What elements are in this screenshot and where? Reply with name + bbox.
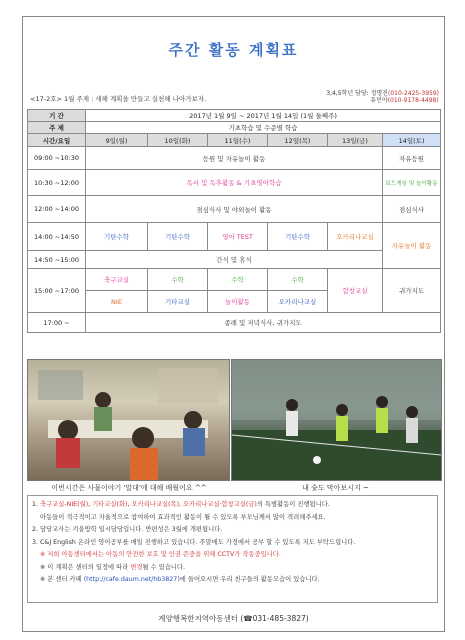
row-activity: 독서 및 독후활동 & 기초영어학습 [86,170,383,196]
row-activity: 합창교실 [328,269,383,313]
period-label: 기 간 [28,110,86,122]
day-header: 12일(목) [268,134,328,147]
row-activity: 종례 및 저녁식사, 귀가지도 [86,313,441,333]
schedule-row [28,196,441,223]
notice-line [32,512,433,525]
row-activity: 점심식사 및 야외놀이 활동 [86,196,383,223]
row-activity: 등원 및 자유놀이 활동 [86,147,383,170]
notice-text: 될 수 있습니다. [142,563,185,571]
schedule-row [28,251,441,269]
contact-label: 3,4,5학년 담당: [326,90,369,97]
notice-text: 오카리나교실·합창교실(금) [183,501,257,508]
day-header: 9일(월) [86,134,148,147]
notice-text: C&J English 온라인 영어공부를 매일 진행하고 있습니다. 주말에도 가정에서 공부 할 수 있도록 지도 부탁드립니다. [40,538,356,546]
notice-line [32,499,433,512]
schedule-row [28,170,441,196]
schedule-row [28,223,441,251]
notice-line [32,562,433,575]
row-time: 10:30 ~12:00 [28,170,86,196]
notice-text: (http://cafe.daum.net/hb3827) [83,576,180,583]
row-time: 17:00 ~ [28,313,86,333]
saturday-activity: 귀가지도 [383,269,441,313]
soccer-photo [231,359,442,481]
page-title: 주간 활동 계획표 [168,41,299,59]
notice-line [32,549,433,562]
week-theme: <17-2호> 1월 주제 : 새해 계획을 만들고 실천해 나아가보자. [30,95,207,103]
notice-text: 오카리나교실(목) [131,501,180,508]
period-row [28,110,441,122]
notice-number: 1. [32,501,41,508]
classroom-photo [27,359,230,481]
row-activity: 기탄수학 [86,223,148,251]
notice-text: 의 특별활동이 진행됩니다. [256,501,330,508]
day-header: 11일(수) [208,134,268,147]
row-activity: 간식 및 휴식 [86,251,383,269]
contact-name-2: 유민아 [370,97,388,104]
row-activity: 수학 [148,269,208,291]
row-activity: NIE [86,291,148,313]
theme-row [28,122,441,134]
day-header: 13일(금) [328,134,383,147]
day-header-row [28,134,441,147]
row-activity: 수학 [208,269,268,291]
notice-text: 기타교실(화) [92,501,128,508]
row-time: 14:00 ~14:50 [28,223,86,251]
notice-text: , [88,501,93,508]
contact-info [326,90,439,104]
row-activity: 기타교실 [148,291,208,313]
notice-text: 축구교실-NIE(월) [40,501,89,508]
day-header: 10일(화) [148,134,208,147]
notice-number: 3. [32,538,41,546]
notice-text: , [179,501,184,508]
row-activity: 놀이활동 [208,291,268,313]
row-activity: 기탄수학 [148,223,208,251]
notice-text: , [127,501,132,508]
saturday-activity: 자유놀이 활동 [383,223,441,269]
notice-text: ※ 본 센터 카페 [40,576,84,583]
schedule-table [27,109,441,333]
contact-name-1: 정명진 [370,90,388,97]
schedule-row [28,147,441,170]
saturday-activity: 점심식사 [383,196,441,223]
row-activity: 수학 [268,269,328,291]
notice-number: 2. [32,526,41,533]
row-activity: 오카리나교실 [328,223,383,251]
row-activity: 기탄수학 [268,223,328,251]
notice-line [32,537,433,550]
notice-text: 아동들이 적극적이고 자율적으로 참여하여 효과적인 활동이 될 수 있도록 부모님께서 많이 격려해주세요. [40,513,326,521]
row-activity: 축구교실 [86,269,148,291]
row-activity: 오카리나교실 [268,291,328,313]
contact-phone-2: (010-9178-4498) [387,97,439,104]
document-sheet [22,16,445,632]
notice-text: 에 들어오시면 우리 친구들의 활동모습이 있습니다. [179,576,320,583]
notice-box [27,495,438,603]
saturday-activity: 보드게임 및 놀이활동 [383,170,441,196]
photo-caption-left: 이번시간은 사물이야기 '말대'에 대해 배웠어요 ^^ [51,484,207,492]
notice-line [32,574,433,587]
row-time: 09:00 ~10:30 [28,147,86,170]
period-value: 2017년 1월 9일 ~ 2017년 1월 14일 (1월 둘째주) [86,110,441,122]
notice-text: ※ 저희 아동센터에서는 아동의 안전한 보호 및 인권 존중을 위해 CCTV가 작동중입니다. [40,551,281,558]
row-time: 14:50 ~15:00 [28,251,86,269]
day-header-saturday: 14일(토) [383,134,441,147]
theme-label: 주 제 [28,122,86,134]
saturday-activity: 자유등원 [383,147,441,170]
schedule-row [28,313,441,333]
schedule-row-upper [28,269,441,291]
notice-text: ※ 이 계획은 센터의 일정에 따라 [40,563,131,571]
photo-caption-right: 내 슛도 막아보시지 ~ [302,484,369,492]
row-time: 15:00 ~17:00 [28,269,86,313]
notice-text: 담당교사는 겨울방학 일시담당입니다. 반편성은 3월에 개편됩니다. [40,526,223,533]
center-footer: 계양행복한지역아동센터 (☎031-485-3827) [158,614,309,623]
row-activity: 영어 TEST [208,223,268,251]
time-header: 시간/요일 [28,134,86,147]
notice-line [32,524,433,537]
contact-phone-1: (010-2425-3959) [387,90,439,97]
notice-text: 변경 [130,563,143,571]
theme-value: 기초학습 및 수준별 학습 [86,122,441,134]
row-time: 12:00 ~14:00 [28,196,86,223]
